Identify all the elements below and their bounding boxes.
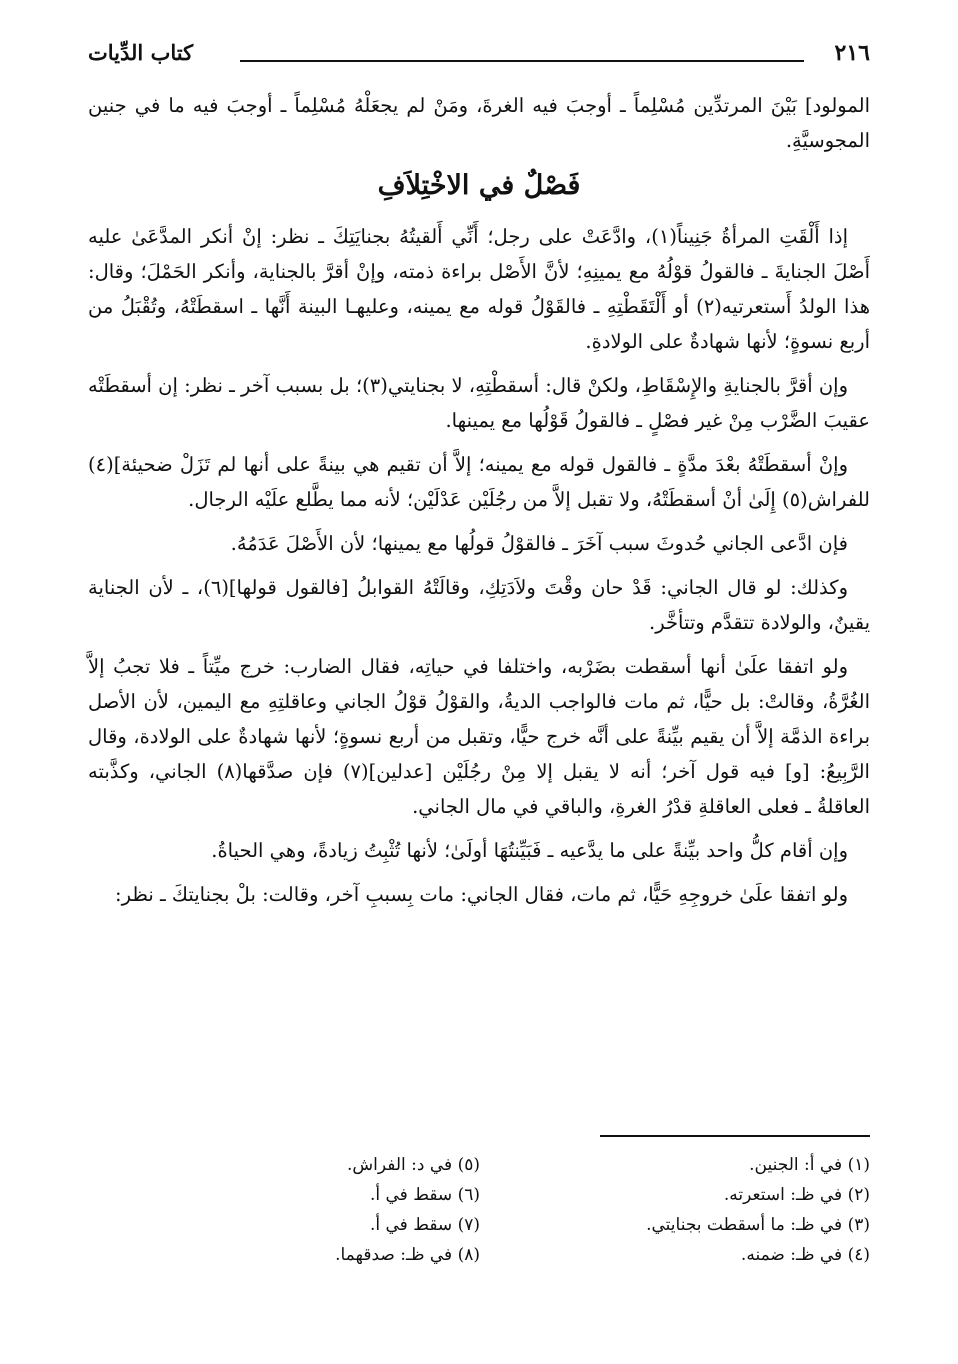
paragraph: ولو اتفقا علَىٰ خروجِهِ حَيًّا، ثم مات، فقال الجاني: مات بِسببِ آخر، وقالت: بلْ بجنايتكَ ـ نظر: [115,883,848,906]
footnote: (٤) في ظـ: ضمنه. [740,1245,870,1265]
footnote: (٥) في د: الفراش. [347,1155,480,1175]
section-title: فَصْلٌ في الاخْتِلاَفِ [377,170,581,201]
paragraph: وإن أقرَّ بالجنايةِ والإِسْقَاطِ، ولكنْ قال: أسقطْتِهِ، لا بجنايتي(٣)؛ بل بسبب آخر ـ نظر: إن أسقطَتْه عقيبَ الضَّرْب مِنْ غير فصْلٍ ـ فالقولُ قَوْلُها مع يمينها. [88,374,870,432]
paragraph: وكذلك: لو قال الجاني: قَدْ حان وقْتَ ولاَدَتِكِ، وقالَتْهُ القوابلُ [فالقول قولها](٦)، ـ لأن الجناية يقينٌ، والولادة تتقدَّم وتتأخَّر. [88,576,870,634]
footnote-column-left [100,1150,480,1270]
paragraph: ولو اتفقا علَىٰ أنها أسقطت بضَرْبه، واختلفا في حياتِه، فقال الضارب: خرج ميِّتاً ـ فلا تجبُ إلاَّ الغُرَّةُ، وقالتْ: بل حيًّا، ثم مات فالواجب الديةُ، والقوْلُ قوْلُ الجاني وعاقلتِهِ مع اليمين، لأن الأصل براءة الذمَّة إلاَّ أن يقيم بيِّنةً على أنَّه خرج حيًّا، وتقبل من أربع نسوةٍ؛ لأنها شهادةٌ على الولادة، وقال الرَّبِيعُ: [و] فيه قول آخر؛ أنه لا يقبل إلا مِنْ رجُلَيْن [عدلين](٧) فإن صدَّقها(٨) الجاني، وكذَّبته العاقلةُ ـ فعلى العاقلةِ قدْرُ الغرةِ، والباقي في مال الجاني. [88,655,870,818]
footnote-rule [600,1135,870,1137]
header-rule [240,60,804,62]
paragraph: وإنْ أسقطَتْهُ بعْدَ مدَّةٍ ـ فالقول قوله مع يمينه؛ إلاَّ أن تقيم هي بينةً على أنها لم تَزَلْ ضحيئة](٤) للفراش(٥) إِلَىٰ أنْ أسقطَتْهُ، ولا تقبل إلاَّ من رجُلَيْن عَدْلَيْن؛ لأنه مما يطَّلع علَيْه الرجال. [88,453,870,511]
footnote: (٢) في ظـ: استعرته. [723,1185,870,1205]
paragraph: وإن أقام كلُّ واحد بيِّنةً على ما يدَّعيه ـ فَبَيِّنتُهَا أولَىٰ؛ لأنها تُثْبِتُ زيادةً، وهي الحياةُ. [211,839,848,862]
footnote: (٣) في ظـ: ما أسقطت بجنايتي. [646,1215,870,1235]
paragraph: إذا أَلْقَتِ المرأةُ جَنِيناً(١)، وادَّعَتْ على رجل؛ أَنِّي أَلقيتُهُ بجنايَتِكَ ـ نظر: إنْ أنكر المدَّعَىٰ عليه أَصْلَ الجنايةَ ـ فالقولُ قوْلُهُ مع يمينِهِ؛ لأنَّ الأَصْل براءة ذمته، وإنْ أقرَّ بالجناية، وأنكر الحَمْلَ؛ وقال: هذا الولدُ أَستعرتيه(٢) أو أَلْتَقَطْتِهِ ـ فالقَوْلُ قوله مع يمينه، وعليهـا البينة أَنَّها ـ اسقطَتْهُ، وتُقْبَلُ من أربع نسوةٍ؛ لأنها شهادةٌ على الولادةِ. [88,225,870,353]
footnote: (٧) سقط في أ. [369,1215,480,1235]
footnote-column-right [490,1150,870,1270]
paragraph: فإن ادَّعى الجاني حُدوثَ سبب آخَرَ ـ فالقوْلُ قولُها مع يمينها؛ لأن الأَصْلَ عَدَمُهُ. [230,532,848,555]
footnote: (٨) في ظـ: صدقهما. [335,1245,480,1265]
opening-paragraph: المولود] بَيْنَ المرتدِّين مُسْلِماً ـ أوجبَ فيه الغرةَ، ومَنْ لم يجعَلْهُ مُسْلِماً ـ أوجبَ فيه ما في جنين المجوسيَّةِ. [88,94,870,152]
running-header [88,40,870,76]
main-text [88,88,870,921]
footnote: (١) في أ: الجنين. [749,1155,870,1175]
book-title: كتاب الدِّيات [88,40,194,65]
page-number: ٢١٦ [834,40,870,66]
footnote: (٦) سقط في أ. [369,1185,480,1205]
